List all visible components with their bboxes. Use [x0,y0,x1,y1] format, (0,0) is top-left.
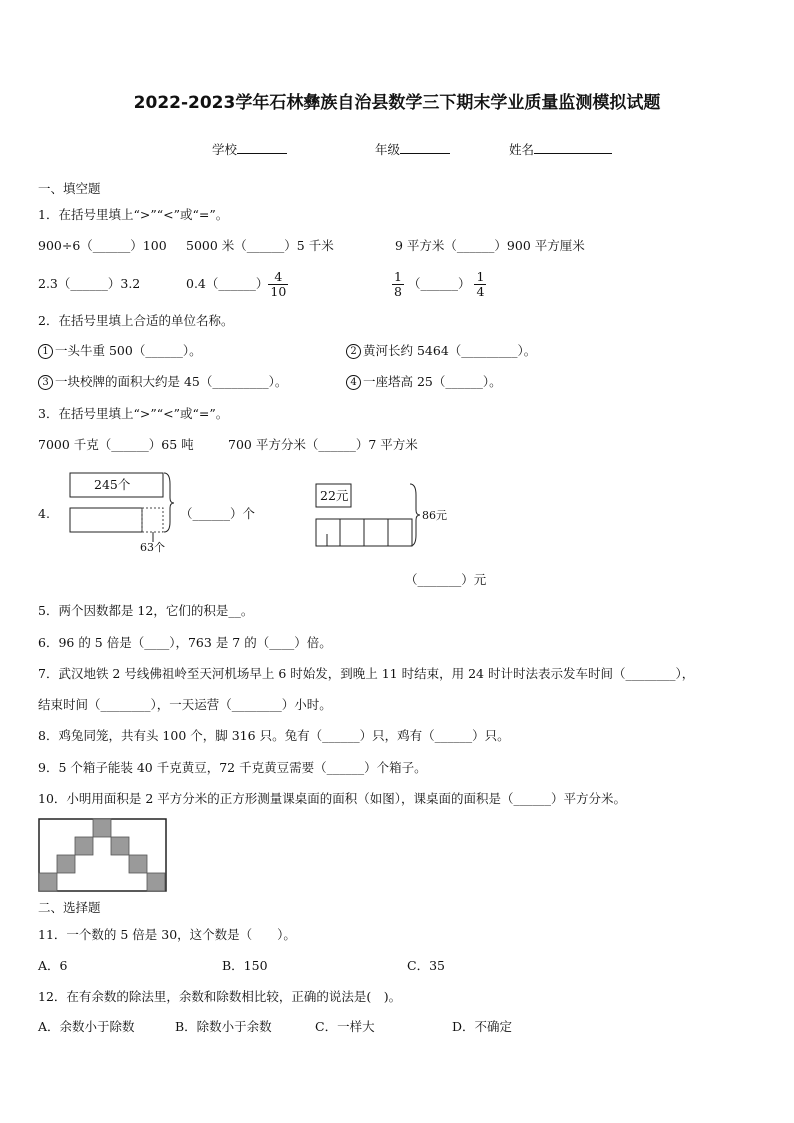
q12-stem: 12．在有余数的除法里，余数和除数相比较，正确的说法是( )。 [38,989,402,1004]
school-label: 学校 [212,142,238,157]
q2-item-text: 一块校牌的面积大约是 45（_________）。 [55,374,288,389]
q2-item-text: 黄河长约 5464（_________）。 [363,343,537,358]
q10[interactable]: 10．小明用面积是 2 平方分米的正方形测量课桌面的面积（如图），课桌面的面积是（______）平方分米。 [38,791,627,806]
fraction-numerator: 4 [274,269,283,284]
q1-item-f[interactable] [392,266,486,302]
q1-item-a[interactable]: 900÷6（______）100 [38,238,167,253]
q2-item-text: 一座塔高 25（______）。 [363,374,502,389]
q1-item-b[interactable]: 5000 米（______）5 千米 [186,238,334,253]
section-multiple-choice: 二、选择题 [38,900,101,915]
q9[interactable]: 9．5 个箱子能装 40 千克黄豆，72 千克黄豆需要（______）个箱子。 [38,760,427,775]
q11-option-a[interactable]: A．6 [38,958,68,973]
q12-option-a[interactable]: A．余数小于除数 [38,1019,135,1034]
q1-item-d[interactable]: 2.3（______）3.2 [38,276,141,291]
fraction-denominator: 8 [394,284,402,299]
circled-number: 1 [38,344,53,359]
q5[interactable]: 5．两个因数都是 12，它们的积是__。 [38,603,254,618]
q12-option-d[interactable]: D．不确定 [452,1019,513,1034]
name-field[interactable] [509,141,612,158]
q4-fig1-top-label: 245个 [94,477,131,492]
section-fill-blank: 一、填空题 [38,181,101,196]
q2-item-3[interactable] [38,374,287,390]
q7-line-1[interactable]: 7．武汉地铁 2 号线佛祖岭至天河机场早上 6 时始发，到晚上 11 时结束，用 24 时计时法表示发车时间（________）， [38,666,695,681]
q6[interactable]: 6．96 的 5 倍是（____），763 是 7 的（____）倍。 [38,635,332,650]
q4-fig1-bottom-label: 63个 [140,541,165,554]
q3-item-b[interactable]: 700 平方分米（______）7 平方米 [228,437,418,452]
q2-item-1[interactable] [38,343,202,359]
q12-option-c[interactable]: C．一样大 [315,1019,375,1034]
q10-desk-figure [38,818,168,893]
q4-fig2-total-label: 86元 [422,509,447,522]
q2-stem: 2．在括号里填上合适的单位名称。 [38,313,234,328]
circled-number: 3 [38,375,53,390]
q2-item-4[interactable] [346,374,502,390]
q2-item-2[interactable] [346,343,536,359]
q1-stem: 1．在括号里填上“>”“<”或“=”。 [38,207,229,222]
grade-field[interactable] [375,141,450,158]
fraction-denominator: 10 [270,284,287,299]
q1-fraction-e [268,270,288,299]
q7-line-2[interactable]: 结束时间（________），一天运营（________）小时。 [38,697,332,712]
q11-stem: 11．一个数的 5 倍是 30，这个数是（ ）。 [38,927,296,942]
name-label: 姓名 [509,142,535,157]
q8[interactable]: 8．鸡兔同笼，共有头 100 个，脚 316 只。兔有（______）只，鸡有（______）只。 [38,728,510,743]
q3-item-a[interactable]: 7000 千克（______）65 吨 [38,437,194,452]
fraction-denominator: 4 [476,284,485,299]
q1-item-e[interactable] [186,266,288,302]
page-title: 2022-2023学年石林彝族自治县数学三下期末学业质量监测模拟试题 [133,93,661,113]
q3-stem: 3．在括号里填上“>”“<”或“=”。 [38,406,229,421]
fraction-numerator: 1 [476,269,485,284]
grade-label: 年级 [375,142,401,157]
q1-fraction-f1 [392,270,404,299]
q2-item-text: 一头牛重 500（______）。 [55,343,202,358]
q4-fig2-answer[interactable]: （_______）元 [405,572,487,587]
q1-fraction-f2 [474,270,486,299]
q12-option-b[interactable]: B．除数小于余数 [175,1019,272,1034]
q1-item-e-left: 0.4（______） [186,276,269,291]
q11-option-b[interactable]: B．150 [222,958,268,973]
circled-number: 2 [346,344,361,359]
q4-number: 4. [38,506,50,521]
q4-fig1-answer[interactable]: （______）个 [180,506,256,521]
q4-fig2-box-label: 22元 [320,488,349,503]
circled-number: 4 [346,375,361,390]
q1-item-c[interactable]: 9 平方米（______）900 平方厘米 [395,238,585,253]
fraction-numerator: 1 [394,269,402,284]
school-field[interactable] [212,141,287,158]
q11-option-c[interactable]: C．35 [407,958,445,973]
q1-item-f-mid: （______） [407,276,471,291]
